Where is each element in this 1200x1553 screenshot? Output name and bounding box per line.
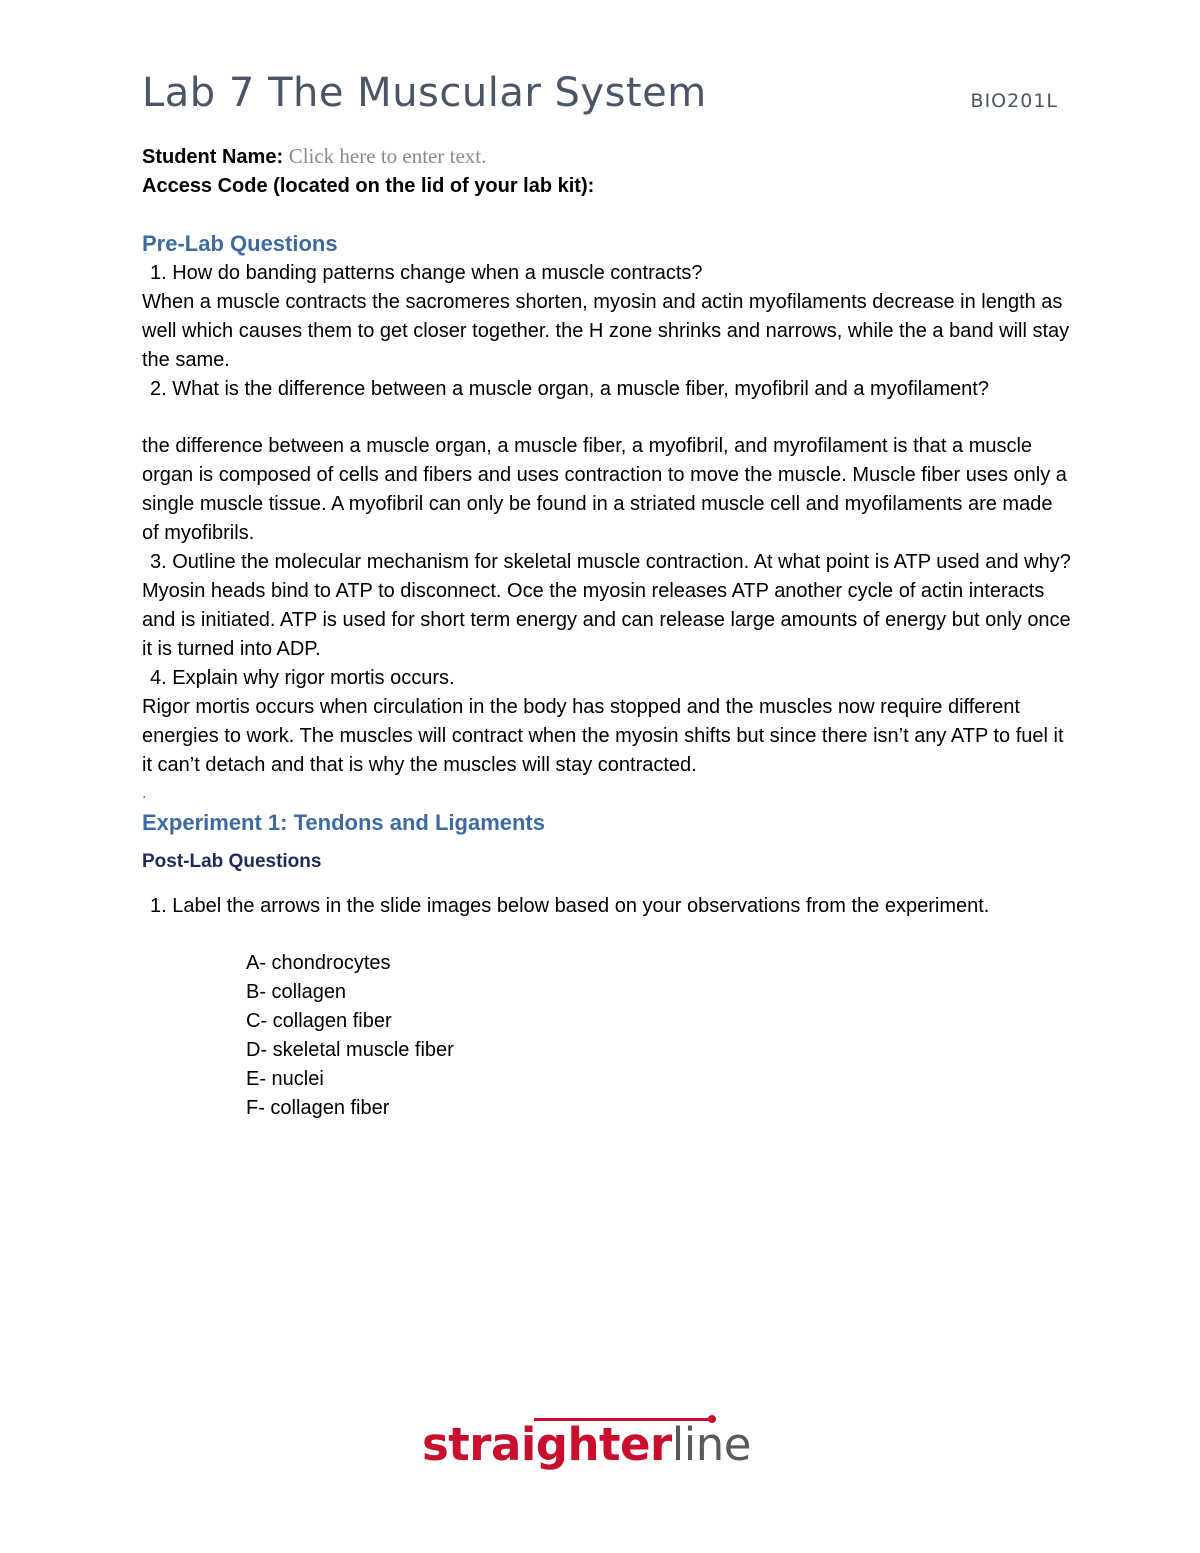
student-name-field[interactable]: Click here to enter text. [288,144,487,168]
logo-strong-text: straighter [422,1418,672,1471]
prelab-heading: Pre-Lab Questions [142,231,338,256]
document-header [142,70,1058,130]
list-item[interactable]: D- skeletal muscle fiber [246,1039,454,1061]
list-item[interactable]: C- collagen fiber [246,1010,392,1032]
list-item[interactable]: E- nuclei [246,1068,324,1090]
logo-wordmark [422,1418,751,1471]
student-name-label: Student Name: [142,146,284,168]
prelab-question-2: 2. What is the difference between a muscle organ, a muscle fiber, myofibril and a myofilament? [150,378,989,400]
student-name-row [142,142,1072,172]
prelab-question-3: 3. Outline the molecular mechanism for skeletal muscle contraction. At what point is ATP used and why? [150,551,1071,573]
list-item[interactable]: F- collagen fiber [246,1097,390,1119]
course-code: BIO201L [970,90,1058,112]
experiment1-heading: Experiment 1: Tendons and Ligaments [142,810,545,835]
prelab-answer-4[interactable]: Rigor mortis occurs when circulation in the body has stopped and the muscles now require different energies to work. The muscles will contract when the myosin shifts but since there isn’t any ATP to fuel it it can’t detach and that is why the muscles will stay contracted. [142,696,1064,776]
prelab-answer-2[interactable]: the difference between a muscle organ, a muscle fiber, a myofibril, and myrofilament is that a muscle organ is composed of cells and fibers and uses contraction to move the muscle. Muscle fiber uses only a single muscle tissue. A myofibril can only be found in a striated muscle cell and myofilaments are made of myofibrils. [142,435,1067,544]
postlab-heading: Post-Lab Questions [142,851,322,872]
access-code-label: Access Code (located on the lid of your lab kit): [142,175,595,197]
document-body [142,142,1072,1123]
logo-light-text: line [671,1418,751,1471]
document-title: Lab 7 The Muscular System [142,70,707,116]
list-item[interactable]: B- collagen [246,981,347,1003]
postlab-question-1: 1. Label the arrows in the slide images below based on your observations from the experiment. [150,895,990,917]
separator-mark: . [142,785,147,802]
prelab-question-1: 1. How do banding patterns change when a muscle contracts? [150,262,703,284]
arrow-label-list [142,949,1072,1123]
prelab-question-4: 4. Explain why rigor mortis occurs. [150,667,455,689]
straighterline-logo [422,1410,778,1480]
list-item[interactable]: A- chondrocytes [246,952,391,974]
prelab-answer-1[interactable]: When a muscle contracts the sacromeres shorten, myosin and actin myofilaments decrease in length as well which causes them to get closer together. the H zone shrinks and narrows, while the a band will stay the same. [142,291,1070,371]
prelab-answer-3[interactable]: Myosin heads bind to ATP to disconnect. Oce the myosin releases ATP another cycle of actin interacts and is initiated. ATP is used for short term energy and can release large amounts of energy but only once it is turned into ADP. [142,580,1071,660]
